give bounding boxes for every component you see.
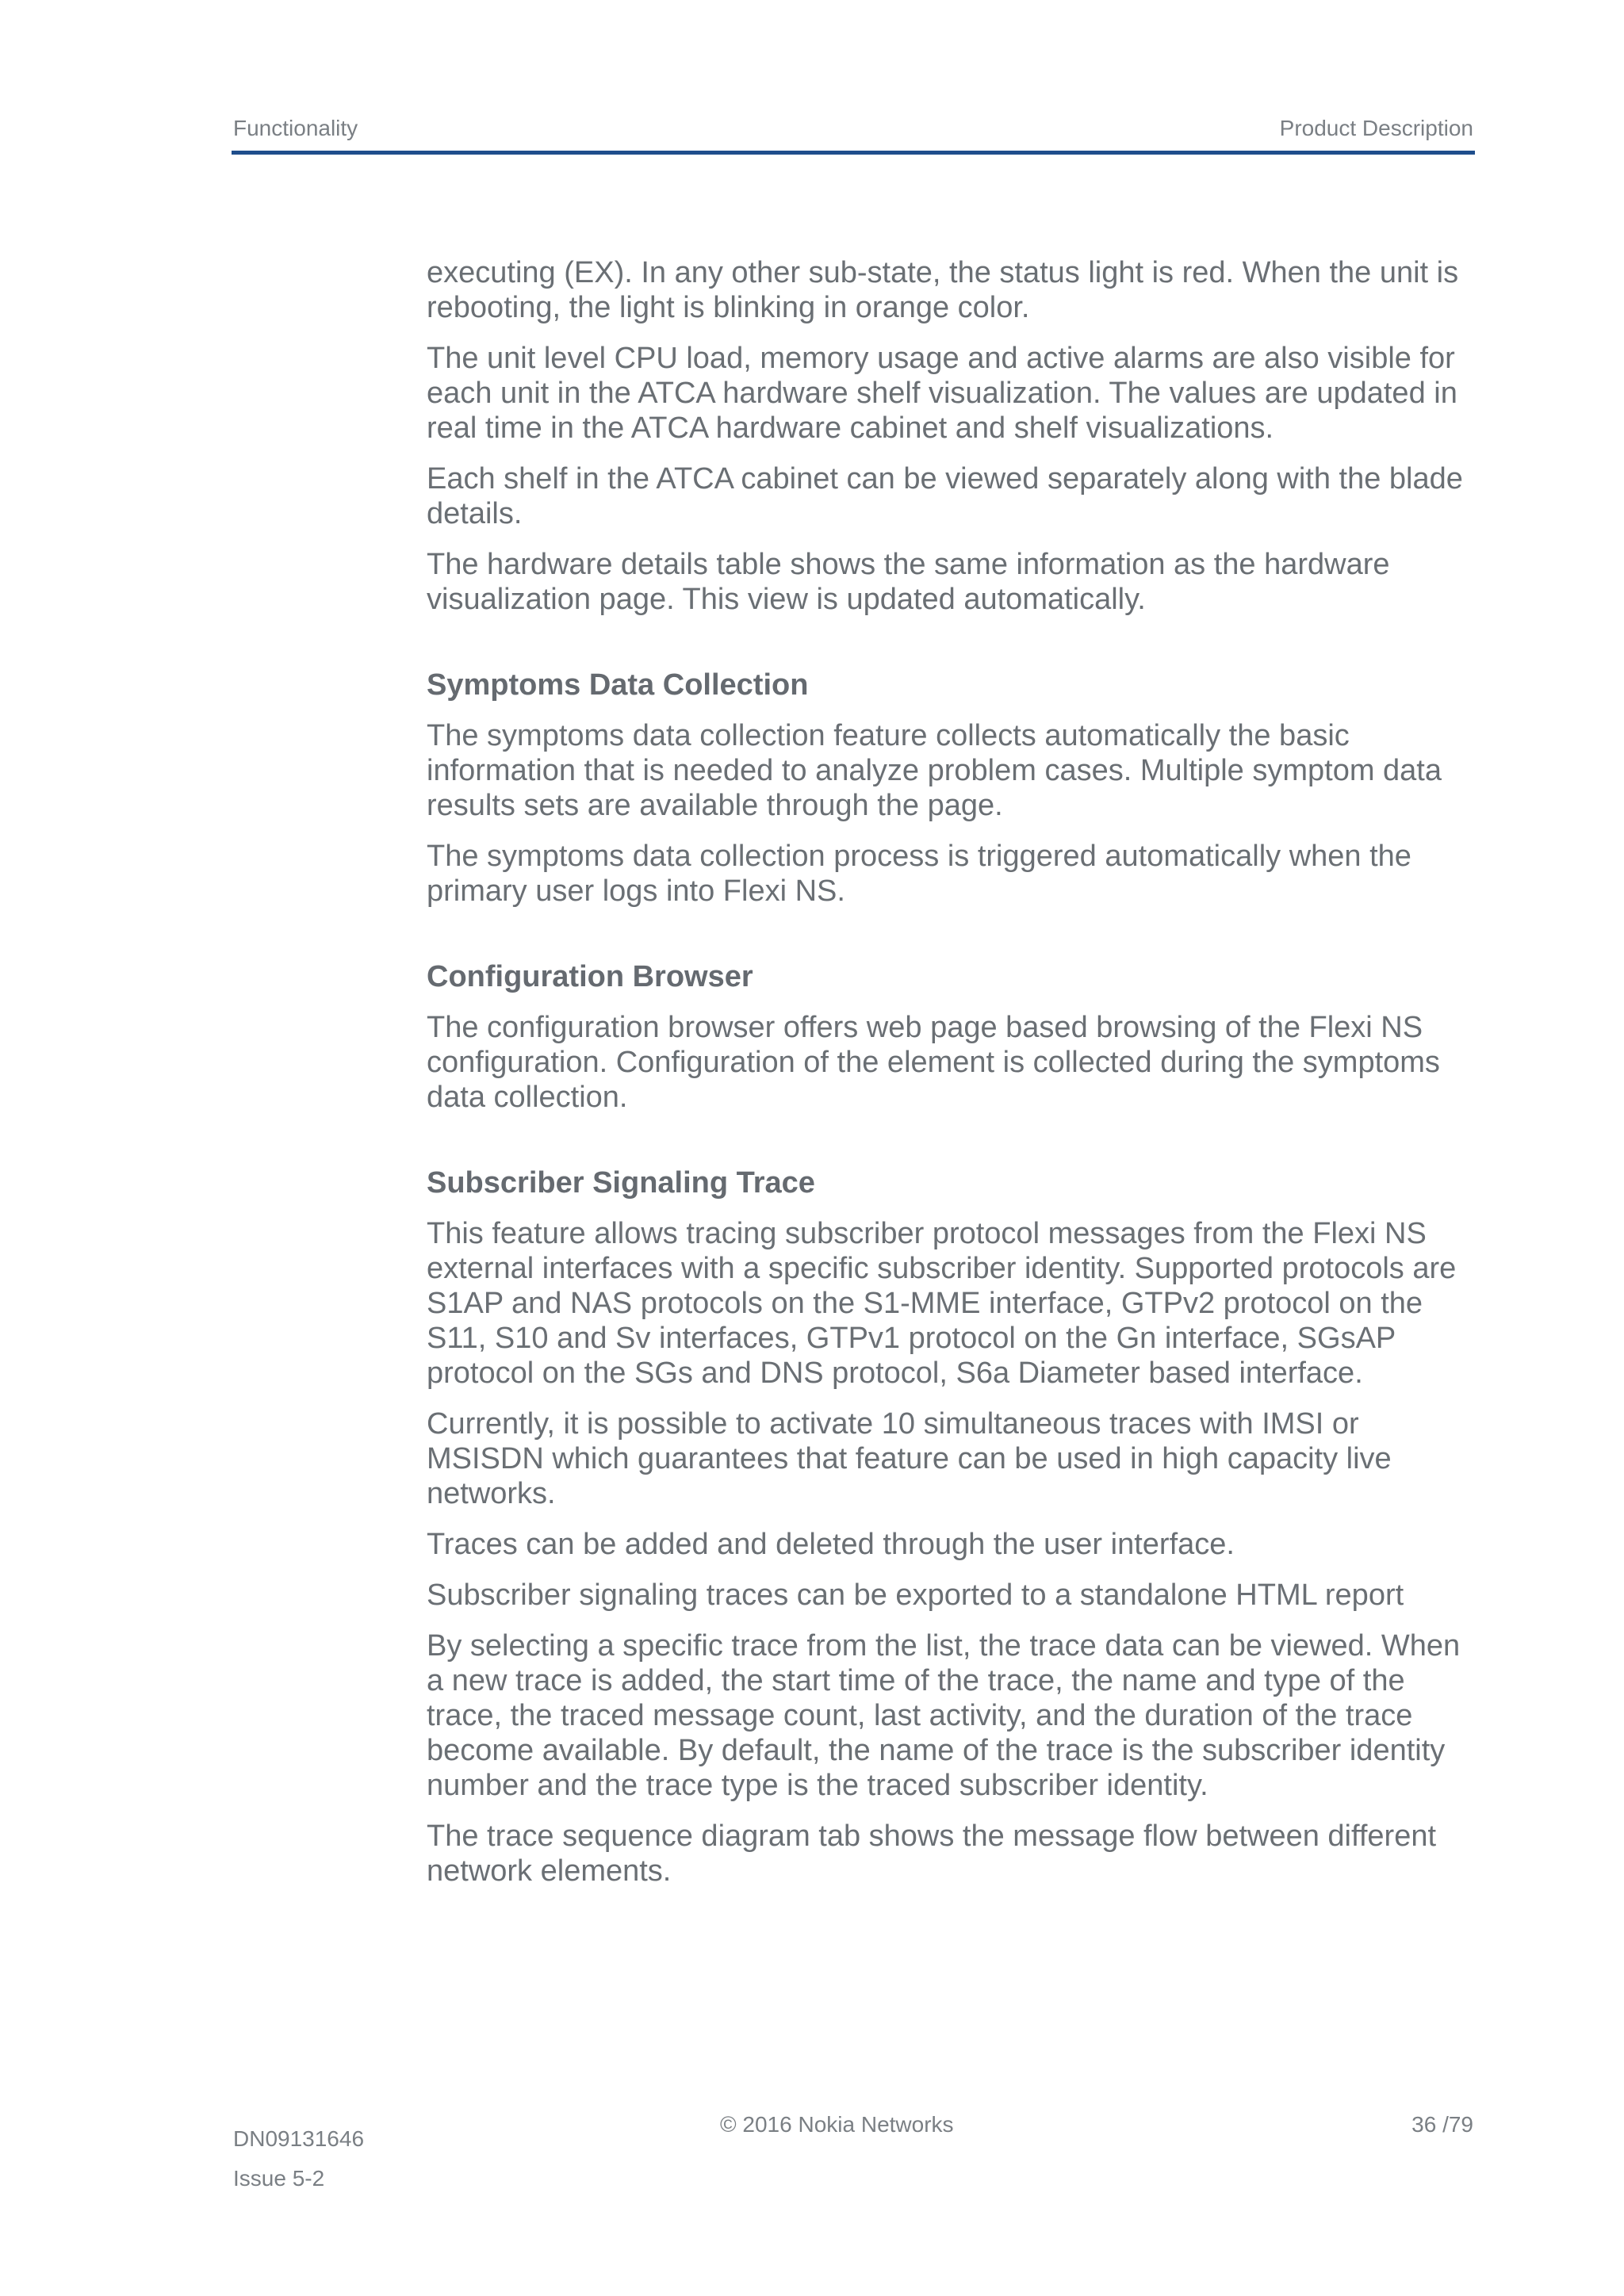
- paragraph: The trace sequence diagram tab shows the message flow between different network elements.: [427, 1820, 1437, 1888]
- paragraph: This feature allows tracing subscriber protocol messages from the Flexi NS external interfaces with a specific subscriber identity. Supported protocols are S1AP and NAS protocols on the S1-MME interface, GTPv2 protocol on the S11, S10 and Sv interfaces, GTPv1 protocol on the Gn interface, SGsAP protocol on the SGs and DNS protocol, S6a Diameter based interface.: [427, 1217, 1457, 1390]
- page-number: 36 /79: [1411, 2112, 1473, 2137]
- paragraph: Each shelf in the ATCA cabinet can be viewed separately along with the blade details.: [427, 462, 1463, 530]
- copyright-notice: © 2016 Nokia Networks: [720, 2112, 954, 2137]
- section-heading: Subscriber Signaling Trace: [427, 1166, 815, 1200]
- section-heading: Configuration Browser: [427, 960, 753, 993]
- section-heading: Symptoms Data Collection: [427, 668, 809, 702]
- page-header: [233, 116, 1473, 140]
- paragraph: The hardware details table shows the same information as the hardware visualization page. This view is updated automatically.: [427, 548, 1390, 616]
- paragraph: The unit level CPU load, memory usage and active alarms are also visible for each unit in the ATCA hardware shelf visualization. The values are updated in real time in the ATCA hardware cabinet and shelf visualizations.: [427, 342, 1457, 445]
- header-document-title: Product Description: [1279, 116, 1473, 140]
- section-subscriber-signaling-trace: [427, 1165, 1481, 1888]
- issue-number: Issue 5-2: [233, 2166, 325, 2191]
- section-configuration-browser: [427, 959, 1481, 1115]
- section-symptoms-data-collection: [427, 668, 1481, 909]
- paragraph: By selecting a specific trace from the list, the trace data can be viewed. When a new trace is added, the start time of the trace, the name and type of the trace, the traced message count, last activity, and the duration of the trace become available. By default, the name of the trace is the subscriber identity number and the trace type is the traced subscriber identity.: [427, 1629, 1461, 1802]
- main-content: [427, 255, 1481, 1904]
- paragraph: executing (EX). In any other sub-state, the status light is red. When the unit is rebooting, the light is blinking in orange color.: [427, 256, 1459, 324]
- paragraph: The configuration browser offers web page based browsing of the Flexi NS configuration. Configuration of the element is collected during the symptoms data collection.: [427, 1011, 1440, 1114]
- header-divider: [232, 151, 1475, 155]
- page-footer: [233, 2112, 1473, 2199]
- paragraph: Subscriber signaling traces can be exported to a standalone HTML report: [427, 1578, 1404, 1612]
- document-id: DN09131646: [233, 2126, 365, 2151]
- paragraph: Currently, it is possible to activate 10 simultaneous traces with IMSI or MSISDN which guarantees that feature can be used in high capacity live networks.: [427, 1407, 1392, 1510]
- paragraph: The symptoms data collection feature collects automatically the basic information that is needed to analyze problem cases. Multiple symptom data results sets are available through the page.: [427, 719, 1442, 822]
- paragraph: The symptoms data collection process is triggered automatically when the primary user logs into Flexi NS.: [427, 840, 1411, 908]
- header-section-title: Functionality: [233, 116, 358, 140]
- paragraph: Traces can be added and deleted through the user interface.: [427, 1528, 1235, 1561]
